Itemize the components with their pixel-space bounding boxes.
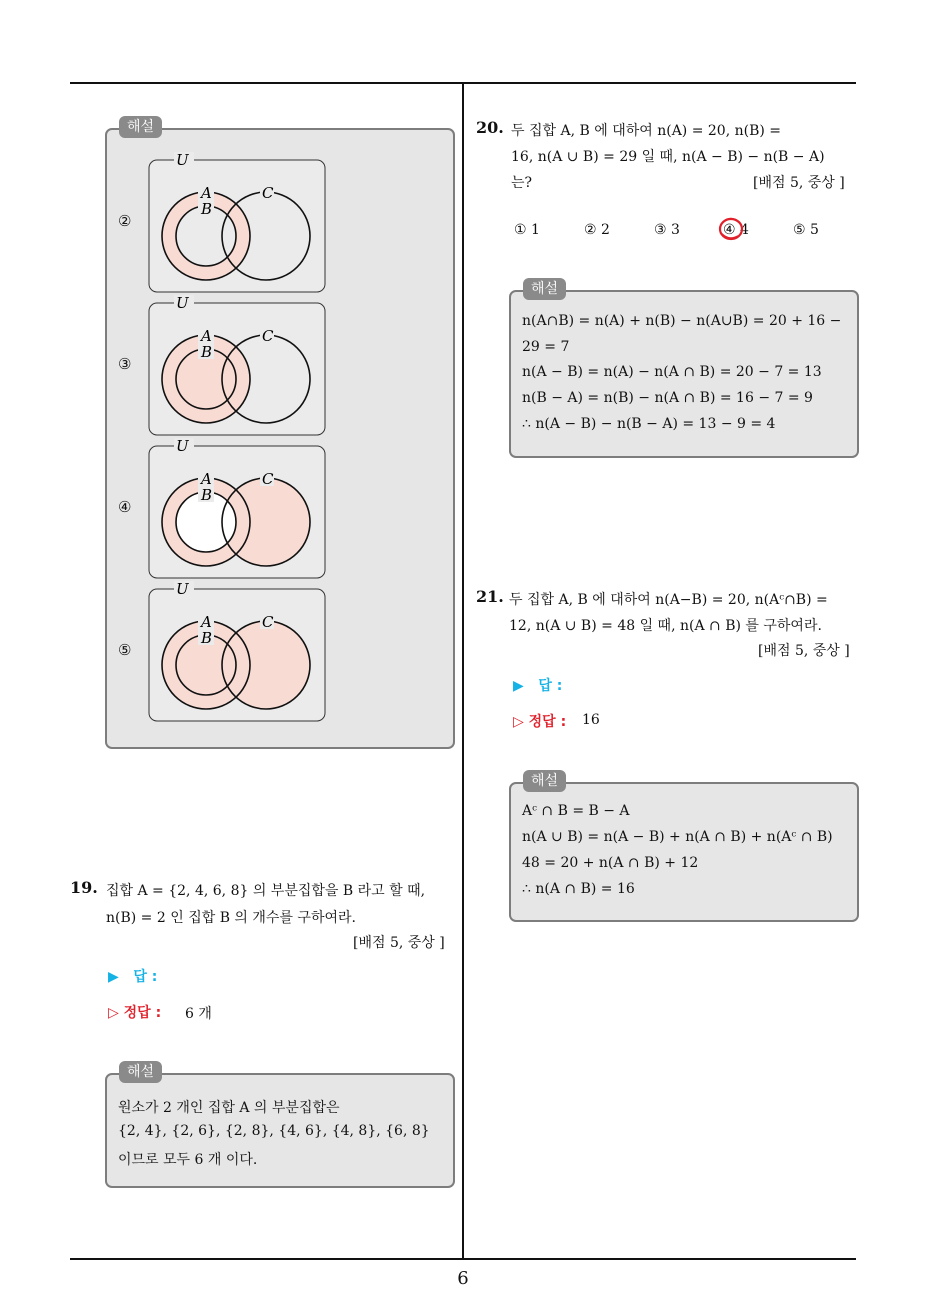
q21-solution-line4: ∴ n(A ∩ B) = 16 [522,881,635,897]
svg-text:B: B [201,200,213,218]
q21-solution-line3: 48 = 20 + n(A ∩ B) + 12 [522,855,699,871]
venn-diagram-2 [148,150,326,294]
q20-choice-4[interactable]: ④ 4 [723,222,749,238]
triangle-outline-icon: ▷ [513,714,524,730]
q19-solution-line1: 원소가 2 개인 집합 A 의 부분집합은 [118,1100,340,1116]
q20-solution-line1: n(A∩B) = n(A) + n(B) − n(A∪B) = 20 + 16 − [522,313,842,329]
svg-text:C: C [262,184,274,202]
solution-tag: 해설 [523,770,566,792]
svg-text:B: B [201,629,213,647]
q20-choice-2[interactable]: ② 2 [584,222,610,238]
answer-label: 답 : [133,969,158,985]
q20-text-line3: 는? [511,175,533,191]
q19-number: 19. [70,878,98,897]
play-icon: ▶ [513,678,524,694]
svg-text:U: U [176,437,189,455]
q19-correct-value: 6 개 [185,1006,212,1022]
svg-text:A: A [201,613,212,631]
venn-item-number: ③ [118,355,132,373]
column-divider [462,82,464,1260]
q19-solution-line3: 이므로 모두 6 개 이다. [118,1152,258,1168]
q21-solution-line2: n(A ∪ B) = n(A − B) + n(A ∩ B) + n(Aᶜ ∩ B) [522,829,833,845]
q21-correct-value: 16 [582,712,600,728]
correct-label: 정답 : [528,714,567,730]
q20-solution-line5: ∴ n(A − B) − n(B − A) = 13 − 9 = 4 [522,416,776,432]
q20-choice-3[interactable]: ③ 3 [654,222,680,238]
venn-item-number: ② [118,212,132,230]
q21-number: 21. [476,587,504,606]
svg-text:C: C [262,470,274,488]
q21-solution-line1: Aᶜ ∩ B = B − A [522,803,630,819]
bottom-rule [70,1258,856,1260]
q20-choice-5[interactable]: ⑤ 5 [793,222,819,238]
svg-text:A: A [201,184,212,202]
q21-text-line2: 12, n(A ∪ B) = 48 일 때, n(A ∩ B) 를 구하여라. [509,618,822,634]
q21-correct-row [513,711,566,731]
venn-diagram-5 [148,579,326,723]
q19-solution-line2: {2, 4}, {2, 6}, {2, 8}, {4, 6}, {4, 8}, {6, 8} [118,1123,430,1139]
svg-text:B: B [201,343,213,361]
svg-text:A: A [201,470,212,488]
play-icon: ▶ [108,969,119,985]
venn-item-number: ④ [118,498,132,516]
q20-solution-line2: 29 = 7 [522,339,570,355]
page-number: 6 [457,1268,469,1289]
q19-text-line1: 집합 A = {2, 4, 6, 8} 의 부분집합을 B 라고 할 때, [106,883,426,899]
q21-answer-row [513,675,562,695]
solution-tag: 해설 [119,1061,162,1083]
triangle-outline-icon: ▷ [108,1005,119,1021]
svg-text:U: U [176,151,189,169]
q19-correct-row [108,1002,161,1022]
solution-tag: 해설 [119,116,162,138]
answer-marker-circle-icon [717,216,745,242]
q20-number: 20. [476,118,504,137]
svg-text:B: B [201,486,213,504]
q21-score: [배점 5, 중상 ] [758,643,850,659]
q20-solution-line4: n(B − A) = n(B) − n(A ∩ B) = 16 − 7 = 9 [522,390,813,406]
q20-choice-1[interactable]: ① 1 [514,222,540,238]
answer-label: 답 : [538,678,563,694]
q20-text-line1: 두 집합 A, B 에 대하여 n(A) = 20, n(B) = [511,123,782,139]
svg-text:C: C [262,613,274,631]
q19-answer-row [108,966,157,986]
svg-text:C: C [262,327,274,345]
q21-text-line1: 두 집합 A, B 에 대하여 n(A−B) = 20, n(Aᶜ∩B) = [509,592,828,608]
q19-text-line2: n(B) = 2 인 집합 B 의 개수를 구하여라. [106,910,356,926]
svg-text:A: A [201,327,212,345]
q20-solution-line3: n(A − B) = n(A) − n(A ∩ B) = 20 − 7 = 13 [522,364,822,380]
solution-tag: 해설 [523,278,566,300]
q19-score: [배점 5, 중상 ] [353,935,445,951]
q20-score: [배점 5, 중상 ] [753,175,845,191]
venn-item-number: ⑤ [118,641,132,659]
svg-text:U: U [176,580,189,598]
q20-text-line2: 16, n(A ∪ B) = 29 일 때, n(A − B) − n(B − A) [511,149,825,165]
correct-label: 정답 : [123,1005,162,1021]
venn-diagram-4 [148,436,326,580]
svg-text:U: U [176,294,189,312]
venn-diagram-3 [148,293,326,437]
